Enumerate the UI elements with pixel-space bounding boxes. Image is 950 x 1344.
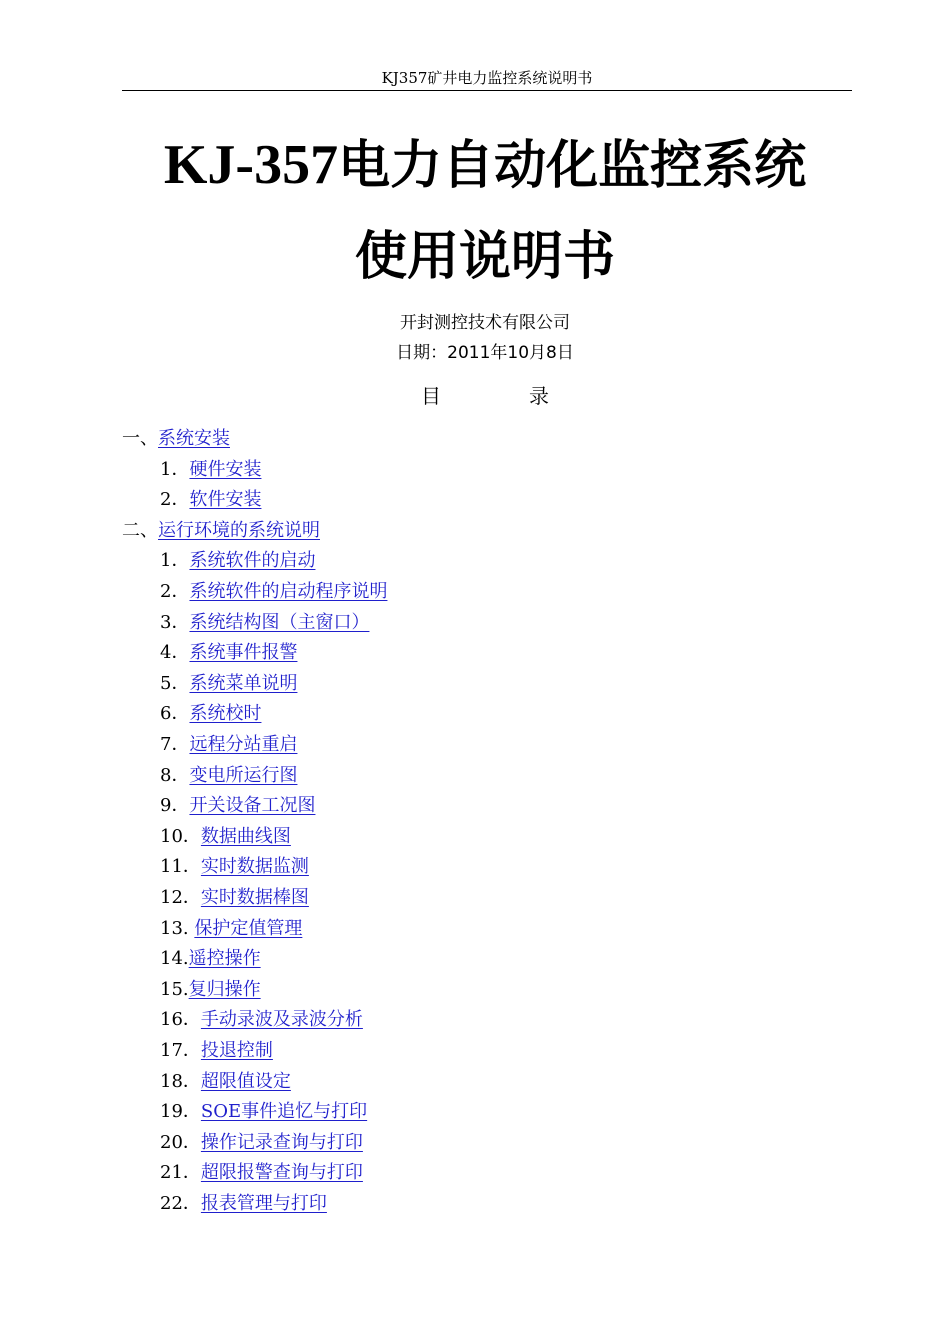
toc-entry-number: 9． <box>160 795 190 817</box>
toc-entry-link[interactable]: 硬件安装 <box>189 458 262 480</box>
toc-entry <box>160 1036 273 1066</box>
toc-entry <box>160 914 302 944</box>
toc-entry-number: 21． <box>160 1162 201 1184</box>
toc-entry <box>122 516 320 546</box>
toc-entry <box>160 730 297 760</box>
toc-entry-number: 17． <box>160 1040 201 1061</box>
toc-entry-link[interactable]: 软件安装 <box>189 489 262 511</box>
toc-entry-number: 5． <box>160 672 190 694</box>
toc-entry-number: 1． <box>160 458 190 480</box>
toc-entry <box>160 485 261 515</box>
toc-entry <box>160 608 369 638</box>
toc-entry-number: 22． <box>160 1193 201 1214</box>
toc-entry <box>160 546 315 576</box>
toc-entry-link[interactable]: 系统校时 <box>189 703 262 725</box>
toc-entry <box>122 424 230 454</box>
toc-entry-number: 1． <box>160 550 190 572</box>
toc-entry-number: 3． <box>160 611 190 633</box>
document-title-line-2: 使用说明书 <box>354 227 615 287</box>
toc-entry-number: 15. <box>160 978 189 1000</box>
toc-entry <box>160 1128 363 1158</box>
toc-entry <box>160 699 261 729</box>
toc-entry <box>160 761 297 791</box>
toc-entry-link[interactable]: 遥控操作 <box>188 948 261 970</box>
toc-entry <box>160 791 315 821</box>
toc-entry <box>160 883 309 913</box>
running-header: KJ357矿井电力监控系统说明书 <box>381 69 593 87</box>
toc-entry-number: 12． <box>160 887 201 908</box>
document-date: 日期：2011年10月8日 <box>396 343 574 363</box>
toc-entry-link[interactable]: 实时数据棒图 <box>200 887 309 908</box>
toc-entry-link[interactable]: 操作记录查询与打印 <box>200 1131 363 1153</box>
toc-entry-number: 6． <box>160 703 190 725</box>
toc-entry-number: 14. <box>160 948 189 970</box>
toc-entry-number: 4． <box>160 642 190 664</box>
toc-entry <box>160 1097 367 1127</box>
toc-entry <box>160 455 261 485</box>
toc-entry-number: 7． <box>160 734 190 755</box>
toc-entry <box>160 1189 327 1219</box>
toc-entry-link[interactable]: 系统软件的启动程序说明 <box>189 581 388 602</box>
toc-entry-link[interactable]: 远程分站重启 <box>189 734 298 755</box>
toc-entry-link[interactable]: 系统安装 <box>158 428 230 449</box>
toc-entry-number: 2． <box>160 489 190 511</box>
toc-entry <box>160 975 261 1005</box>
toc-entry <box>160 638 297 668</box>
company-name: 开封测控技术有限公司 <box>400 313 570 333</box>
toc-entry <box>160 577 387 607</box>
toc-entry-number: 16． <box>160 1009 201 1031</box>
toc-entry-number: 10． <box>160 825 201 847</box>
toc-entry-link[interactable]: 数据曲线图 <box>200 825 291 847</box>
toc-entry-link[interactable]: 投退控制 <box>200 1040 273 1061</box>
toc-entry-link[interactable]: 超限报警查询与打印 <box>200 1162 363 1184</box>
toc-entry-number: 18． <box>160 1070 201 1092</box>
toc-entry-link[interactable]: 保护定值管理 <box>194 917 303 939</box>
toc-entry-link[interactable]: SOE事件追忆与打印 <box>200 1101 368 1123</box>
toc-entry-number: 19． <box>160 1101 201 1123</box>
toc-entry-link[interactable]: 复归操作 <box>188 978 261 1000</box>
toc-entry-number: 13. <box>160 917 195 939</box>
document-title-line-1 <box>100 132 870 199</box>
toc-entry <box>160 852 309 882</box>
toc-entry <box>160 822 291 852</box>
toc-entry <box>160 1158 363 1188</box>
toc-entry-link[interactable]: 超限值设定 <box>200 1070 291 1092</box>
toc-entry-number: 8． <box>160 764 190 786</box>
toc-entry-link[interactable]: 系统软件的启动 <box>189 550 316 572</box>
toc-entry-number: 11． <box>160 856 201 878</box>
toc-entry-link[interactable]: 系统事件报警 <box>189 642 298 664</box>
toc-entry-number: 一、 <box>122 428 158 449</box>
toc-entry-link[interactable]: 报表管理与打印 <box>200 1193 327 1214</box>
toc-entry-number: 2． <box>160 581 190 602</box>
toc-entry-link[interactable]: 变电所运行图 <box>189 764 298 786</box>
title-model-number: KJ-357 <box>163 134 339 196</box>
toc-entry-number: 20． <box>160 1131 201 1153</box>
toc-entry-link[interactable]: 系统菜单说明 <box>189 672 298 694</box>
toc-heading <box>200 382 770 410</box>
toc-entry-link[interactable]: 系统结构图（主窗口） <box>189 611 370 633</box>
toc-entry-link[interactable]: 运行环境的系统说明 <box>158 519 320 541</box>
toc-entry <box>160 669 297 699</box>
title-system-name: 电力自动化监控系统 <box>338 136 807 196</box>
toc-entry <box>160 944 261 974</box>
toc-heading-right: 录 <box>529 384 549 408</box>
toc-entry-link[interactable]: 实时数据监测 <box>200 856 309 878</box>
toc-entry <box>160 1067 291 1097</box>
header-rule <box>122 90 852 91</box>
toc-entry <box>160 1005 363 1035</box>
toc-entry-link[interactable]: 手动录波及录波分析 <box>200 1009 363 1031</box>
toc-heading-left: 目 <box>421 384 441 408</box>
toc-entry-number: 二、 <box>122 519 158 541</box>
toc-entry-link[interactable]: 开关设备工况图 <box>189 795 316 817</box>
